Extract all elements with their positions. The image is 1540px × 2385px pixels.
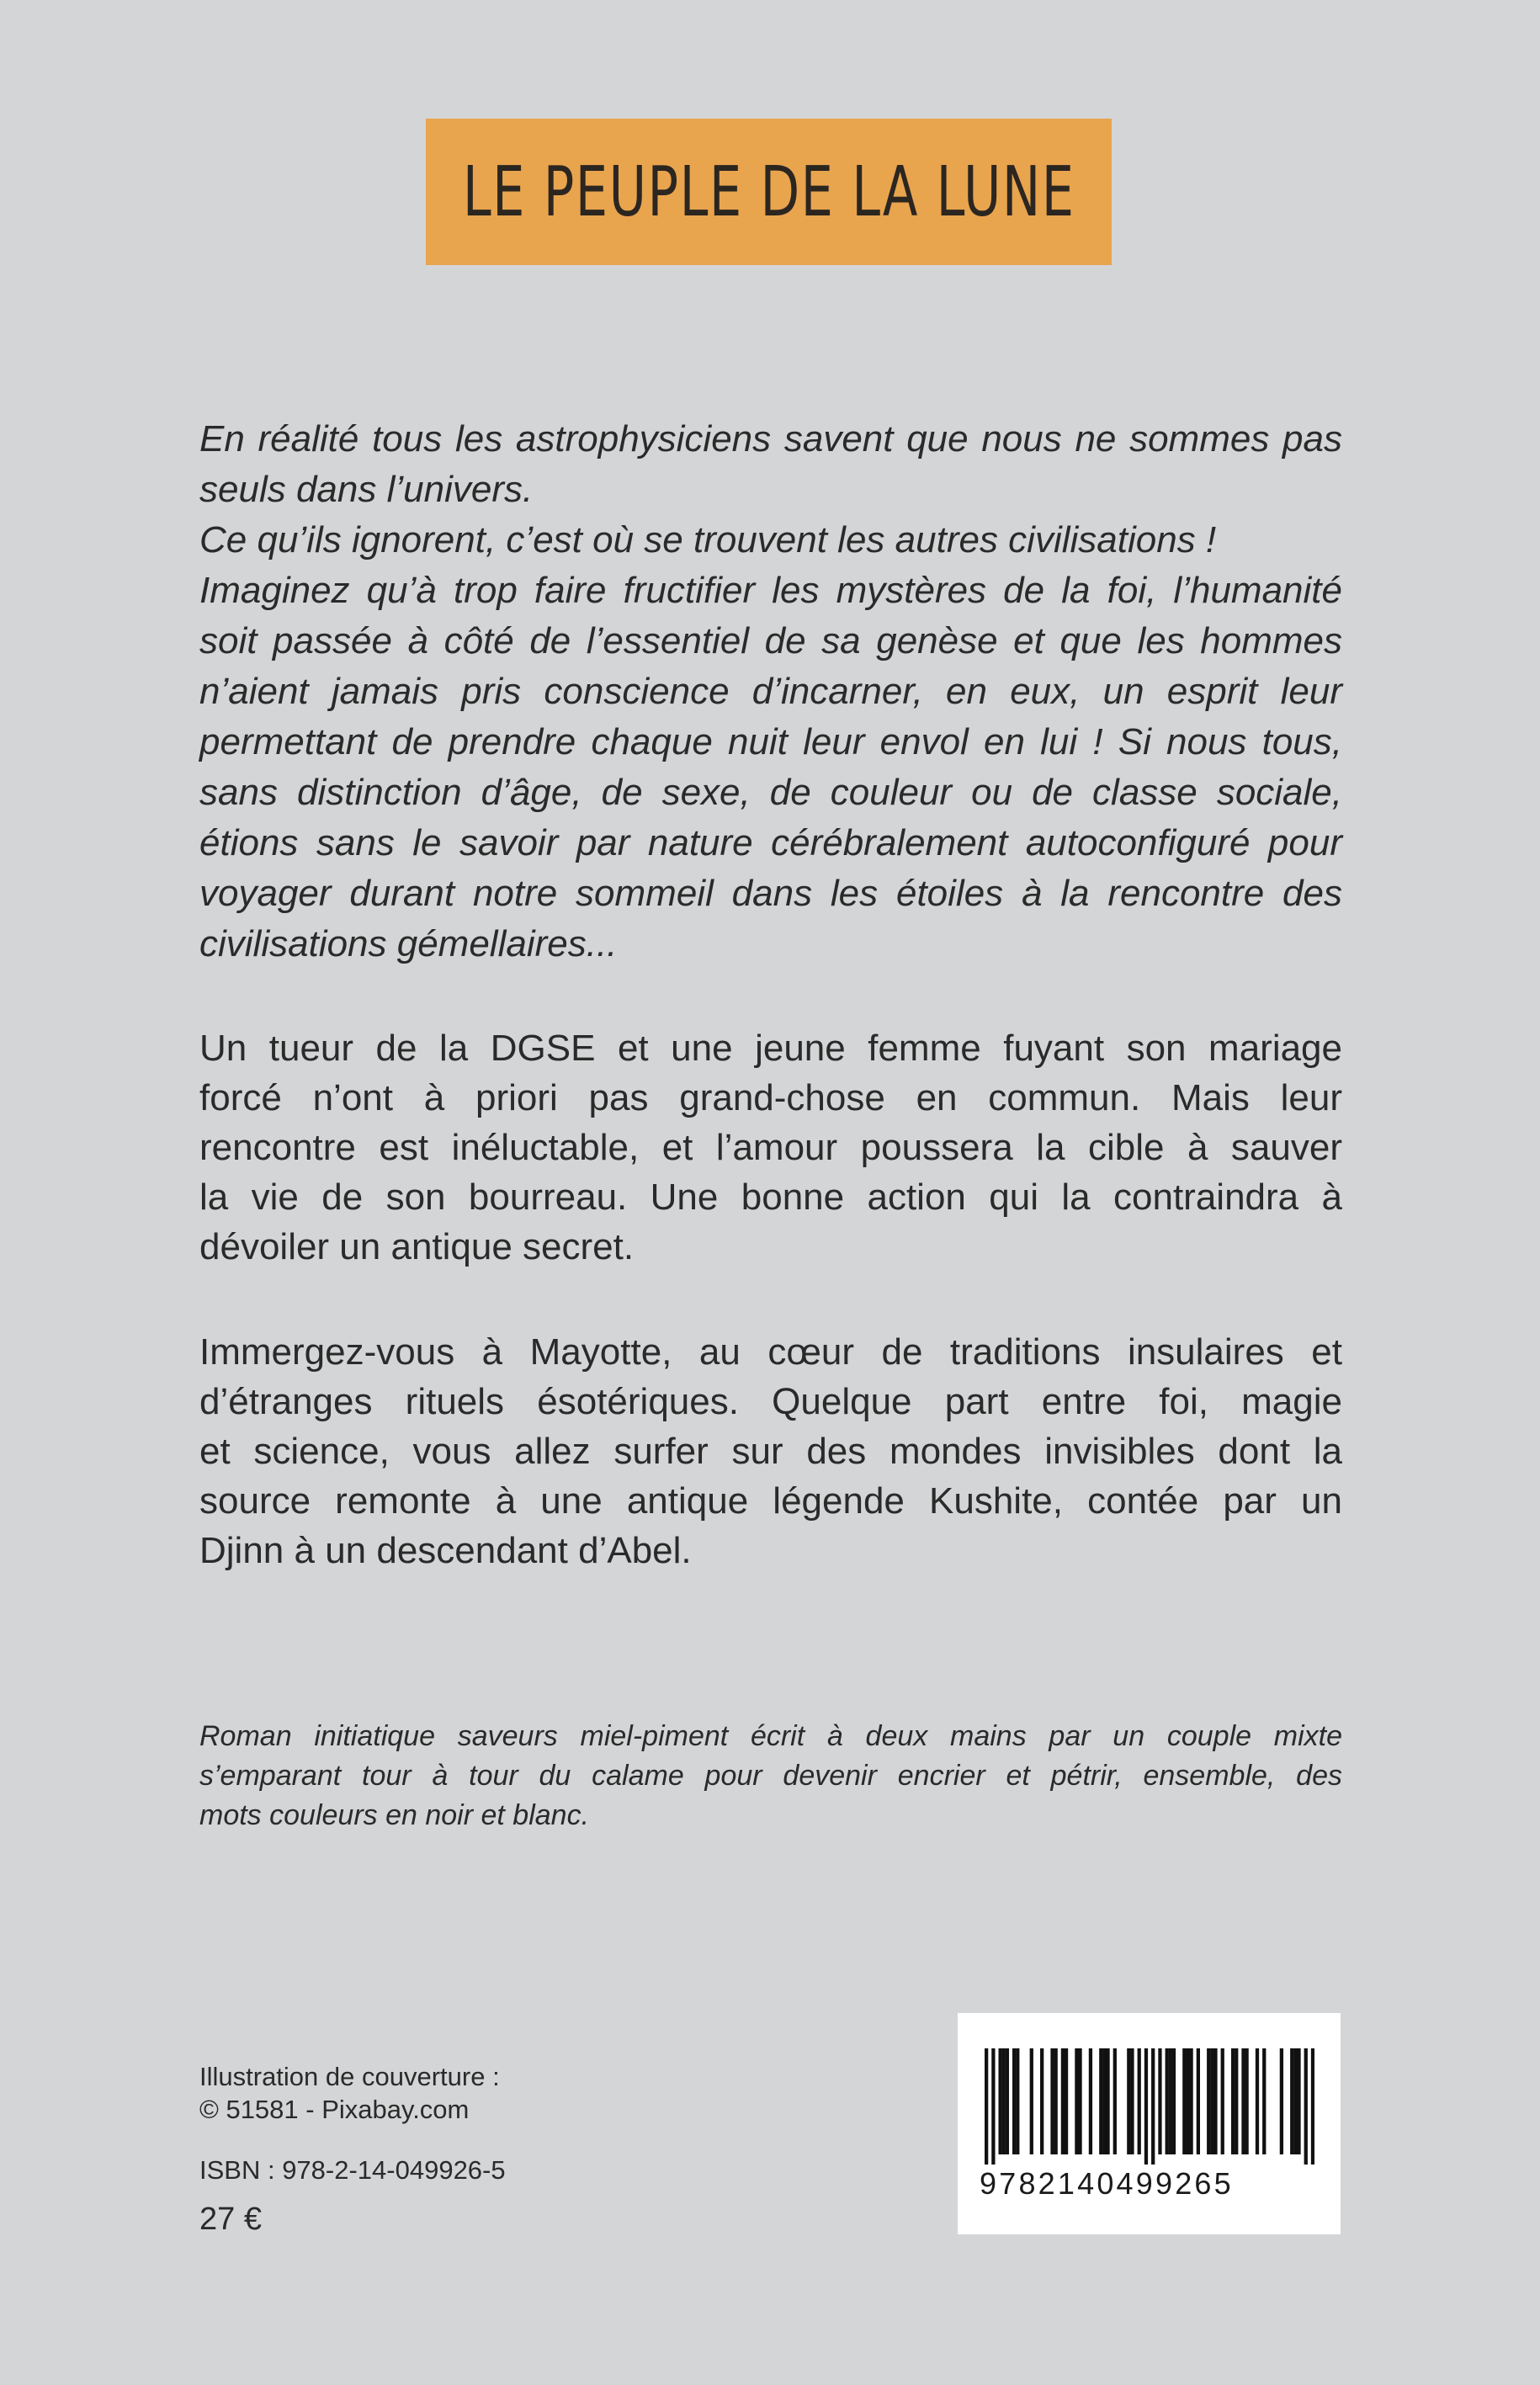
intro-line: soit passée à côté de l’essentiel de sa genèse et que les hommes <box>199 620 1342 661</box>
barcode-bar <box>1040 2048 1043 2154</box>
barcode-bar <box>1006 2048 1009 2154</box>
barcode-bar <box>1297 2048 1300 2154</box>
synopsis-line: Immergez-vous à Mayotte, au cœur de traditions insulaires et <box>199 1331 1342 1373</box>
barcode-bar <box>1311 2048 1314 2165</box>
barcode <box>958 2013 1341 2234</box>
price-text: 27 € <box>199 2202 262 2237</box>
barcode-bar <box>1030 2048 1033 2154</box>
synopsis-paragraph-2 <box>199 1327 1342 1575</box>
intro-line: n’aient jamais pris conscience d’incarner, en eux, un esprit leur <box>199 671 1342 712</box>
barcode-bar <box>1280 2048 1283 2154</box>
barcode-bar <box>1106 2048 1109 2154</box>
synopsis-line: rencontre est inéluctable, et l’amour poussera la cible à sauver <box>199 1127 1342 1168</box>
barcode-bar <box>1061 2048 1065 2154</box>
barcode-bar <box>1221 2048 1224 2154</box>
barcode-bars <box>985 2048 1314 2165</box>
synopsis-line: la vie de son bourreau. Une bonne action qui la contraindra à <box>199 1177 1342 1218</box>
barcode-bar <box>1102 2048 1106 2154</box>
barcode-bar <box>1172 2048 1176 2154</box>
barcode-bar <box>1127 2048 1130 2154</box>
barcode-bar <box>1144 2048 1148 2165</box>
barcode-bar <box>1078 2048 1081 2154</box>
barcode-bar <box>1054 2048 1058 2154</box>
barcode-bar <box>1113 2048 1117 2154</box>
synopsis-line: Un tueur de la DGSE et une jeune femme fuyant son mariage <box>199 1028 1342 1069</box>
credits-source: © 51581 - Pixabay.com <box>199 2095 470 2124</box>
barcode-bar <box>1186 2048 1189 2154</box>
synopsis-line: source remonte à une antique légende Kushite, contée par un <box>199 1480 1342 1522</box>
barcode-bar <box>1207 2048 1210 2154</box>
barcode-bar <box>1089 2048 1092 2154</box>
barcode-bar <box>1256 2048 1259 2154</box>
barcode-bar <box>1245 2048 1248 2154</box>
intro-line: voyager durant notre sommeil dans les étoiles à la rencontre des <box>199 873 1342 914</box>
intro-line: permettant de prendre chaque nuit leur envol en lui ! Si nous tous, <box>199 721 1342 762</box>
barcode-bar <box>1182 2048 1186 2154</box>
barcode-bar <box>1138 2048 1141 2154</box>
barcode-bar <box>1130 2048 1134 2154</box>
barcode-bar <box>991 2048 995 2165</box>
genre-note-line: mots couleurs en noir et blanc. <box>199 1799 590 1831</box>
intro-line: civilisations gémellaires... <box>199 923 618 964</box>
barcode-bar <box>1099 2048 1102 2154</box>
intro-line: Ce qu’ils ignorent, c’est où se trouvent les autres civilisations ! <box>199 519 1217 560</box>
barcode-bar <box>1304 2048 1308 2165</box>
barcode-bar <box>999 2048 1002 2154</box>
barcode-bar <box>1050 2048 1054 2154</box>
title-band <box>426 119 1112 265</box>
barcode-bar <box>1197 2048 1200 2154</box>
synopsis-line: dévoiler un antique secret. <box>199 1226 635 1267</box>
barcode-bar <box>1151 2048 1155 2165</box>
barcode-bar <box>1290 2048 1293 2154</box>
barcode-bar <box>1231 2048 1235 2154</box>
barcode-bar <box>1241 2048 1245 2154</box>
barcode-bar <box>1012 2048 1016 2154</box>
barcode-bar <box>985 2048 988 2165</box>
barcode-bar <box>1065 2048 1068 2154</box>
barcode-bar <box>1002 2048 1006 2154</box>
intro-paragraph <box>199 414 1342 969</box>
barcode-bar <box>1213 2048 1217 2154</box>
intro-line: Imaginez qu’à trop faire fructifier les mystères de la foi, l’humanité <box>199 570 1342 611</box>
intro-line: En réalité tous les astrophysiciens savent que nous ne sommes pas <box>199 418 1342 459</box>
synopsis-line: forcé n’ont à priori pas grand-chose en commun. Mais leur <box>199 1077 1342 1118</box>
barcode-bar <box>1293 2048 1297 2154</box>
book-title: LE PEUPLE DE LA LUNE <box>462 151 1075 232</box>
cover-credits <box>199 2060 500 2126</box>
credits-label: Illustration de couverture : <box>199 2062 500 2091</box>
barcode-bar <box>1075 2048 1078 2154</box>
barcode-bar <box>1262 2048 1266 2154</box>
barcode-bar <box>1235 2048 1238 2154</box>
isbn-text: ISBN : 978-2-14-049926-5 <box>199 2155 506 2185</box>
synopsis-line: et science, vous allez surfer sur des mondes invisibles dont la <box>199 1431 1342 1472</box>
intro-line: seuls dans l’univers. <box>199 469 534 510</box>
barcode-bar <box>1166 2048 1169 2154</box>
barcode-bar <box>1158 2048 1161 2154</box>
intro-line: sans distinction d’âge, de sexe, de couleur ou de classe sociale, <box>199 772 1342 813</box>
genre-note <box>199 1717 1342 1835</box>
synopsis-paragraph-1 <box>199 1023 1342 1272</box>
synopsis-line: Djinn à un descendant d’Abel. <box>199 1530 692 1571</box>
barcode-bar <box>1189 2048 1192 2154</box>
intro-line: étions sans le savoir par nature cérébralement autoconfiguré pour <box>199 822 1342 863</box>
barcode-bar <box>1210 2048 1213 2154</box>
barcode-digits: 9782140499265 <box>980 2166 1234 2201</box>
barcode-bar <box>1169 2048 1172 2154</box>
synopsis-line: d’étranges rituels ésotériques. Quelque part entre foi, magie <box>199 1381 1342 1422</box>
barcode-bar <box>1016 2048 1019 2154</box>
genre-note-line: Roman initiatique saveurs miel-piment écrit à deux mains par un couple mixte <box>199 1720 1342 1752</box>
genre-note-line: s’emparant tour à tour du calame pour devenir encrier et pétrir, ensemble, des <box>199 1760 1342 1792</box>
